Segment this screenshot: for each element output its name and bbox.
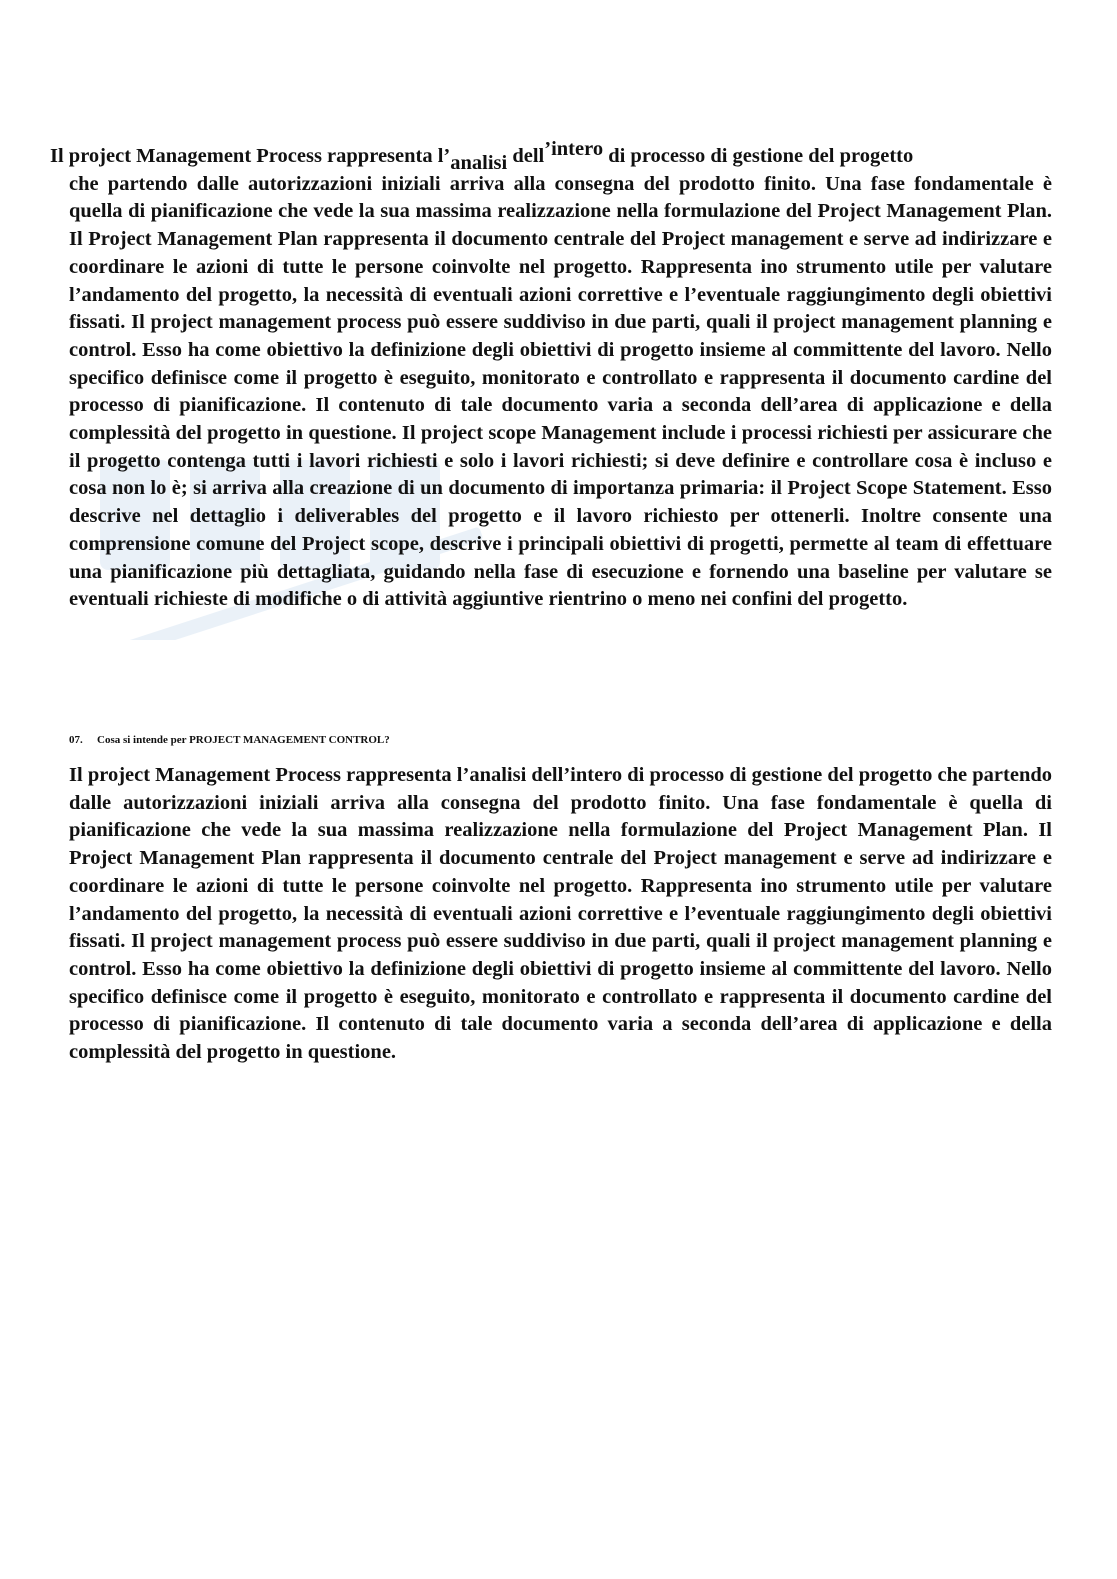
line1-part-d: ’intero [544,138,604,160]
question-number: 07. [69,734,83,746]
paragraph-1-body: che partendo dalle autorizzazioni iniziali arriva alla consegna del prodotto finito. Una fase fondamentale è quella di pianificazione che vede la sua massima realizzazione nella formulazione del Project Management Plan. Il Project Management Plan rappresenta il documento centrale del Project management e serve ad indirizzare e coordinare le azioni di tutte le persone coinvolte nel progetto. Rappresenta ino strumento utile per valutare l’andamento del progetto, la necessità di eventuali azioni correttive e l’eventuale raggiungimento degli obiettivi fissati. Il project management process può essere suddiviso in due parti, quali il project management planning e control. Esso ha come obiettivo la definizione degli obiettivi di progetto insieme al committente del lavoro. Nello specifico definisce come il progetto è eseguito, monitorato e controllato e rappresenta il documento cardine del processo di pianificazione. Il contenuto di tale documento varia a seconda dell’area di applicazione e della complessità del progetto in questione. Il project scope Management include i processi richiesti per assicurare che il progetto contenga tutti i lavori richiesti e solo i lavori richiesti; si deve definire e controllare cosa è incluso e cosa non lo è; si arriva alla creazione di un documento di importanza primaria: il Project Scope Statement. Esso descrive nel dettaglio i deliverables del progetto e il lavoro richiesto per ottenerli. Inoltre consente una comprensione comune del Project scope, descrive i principali obiettivi di progetti, permette al team di effettuare una pianificazione più dettagliata, guidando nella fase di esecuzione e fornendo una baseline per valutare se eventuali richieste di modifiche o di attività aggiuntive rientrino o meno nei confini del progetto. [69,172,1052,611]
line1-part-a: Il project Management Process rappresenta l’ [50,145,451,167]
question-text: Cosa si intende per PROJECT MANAGEMENT CONTROL? [97,734,390,746]
line1-part-b: analisi [450,152,508,174]
line1-part-c: dell [507,145,545,167]
paragraph-1-first-line [50,138,1060,174]
question-heading [69,733,1052,747]
paragraph-1 [50,138,1052,614]
paragraph-2: Il project Management Process rappresenta l’analisi dell’intero di processo di gestione del progetto che partendo dalle autorizzazioni iniziali arriva alla consegna del prodotto finito. Una fase fondamentale è quella di pianificazione che vede la sua massima realizzazione nella formulazione del Project Management Plan. Il Project Management Plan rappresenta il documento centrale del Project management e serve ad indirizzare e coordinare le azioni di tutte le persone coinvolte nel progetto. Rappresenta ino strumento utile per valutare l’andamento del progetto, la necessità di eventuali azioni correttive e l’eventuale raggiungimento degli obiettivi fissati. Il project management process può essere suddiviso in due parti, quali il project management planning e control. Esso ha come obiettivo la definizione degli obiettivi di progetto insieme al committente del lavoro. Nello specifico definisce come il progetto è eseguito, monitorato e controllato e rappresenta il documento cardine del processo di pianificazione. Il contenuto di tale documento varia a seconda dell’area di applicazione e della complessità del progetto in questione. [69,764,1052,1064]
line1-part-e: di processo di gestione del progetto [603,145,914,167]
